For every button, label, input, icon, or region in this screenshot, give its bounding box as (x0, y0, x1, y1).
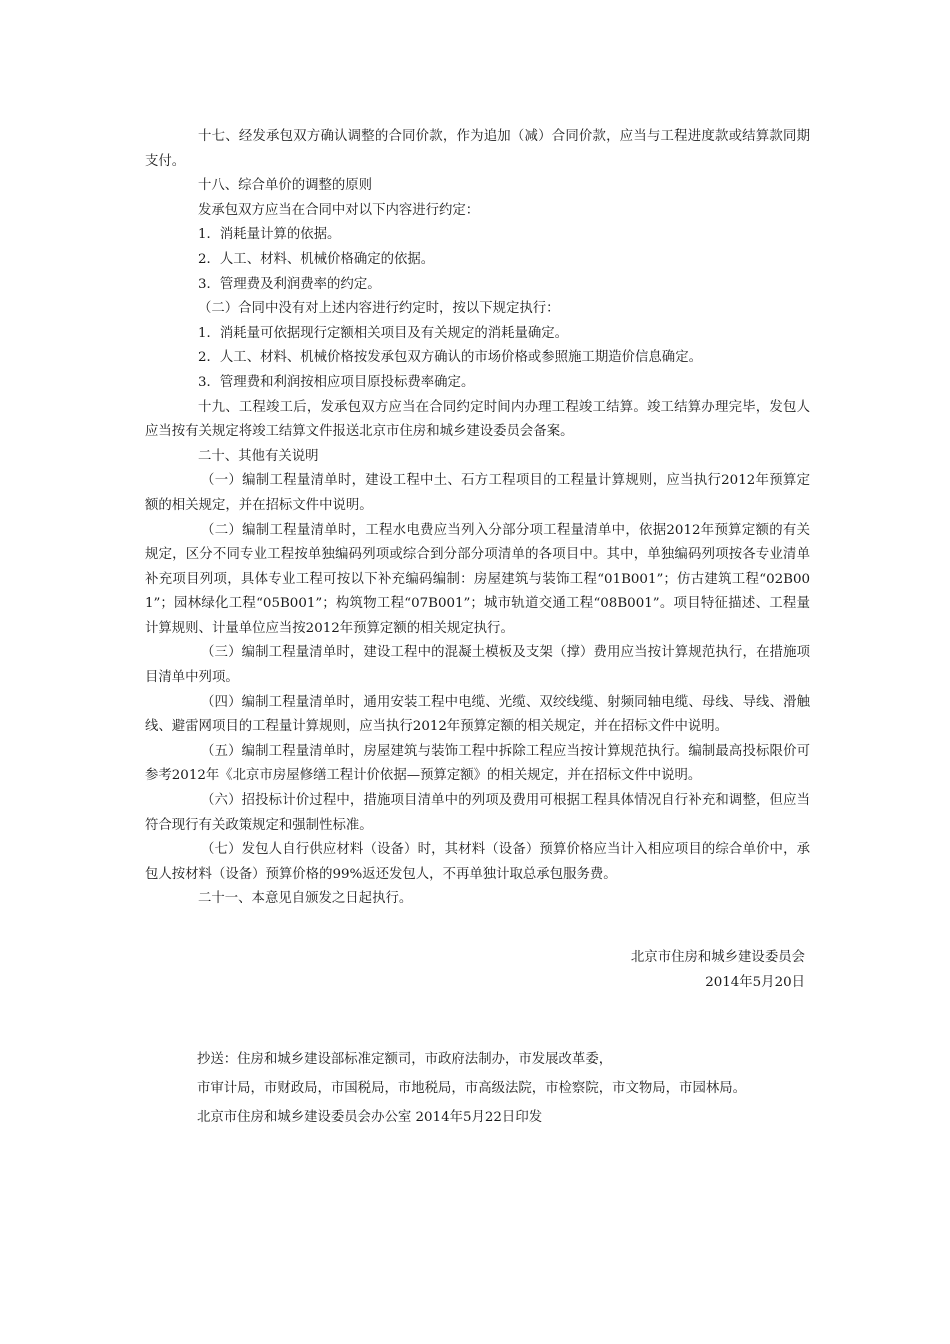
list-item: 1．消耗量计算的依据。 (198, 227, 341, 243)
paragraph-20-3: （三）编制工程量清单时，建设工程中的混凝土模板及支架（撑）费用应当按计算规范执行，在措施项目清单中列项。 (145, 645, 810, 686)
print-info: 北京市住房和城乡建设委员会办公室 2014年5月22日印发 (197, 1110, 543, 1125)
paragraph-19: 十九、工程竣工后，发承包双方应当在合同约定时间内办理工程竣工结算。竣工结算办理完毕，发包人应当按有关规定将竣工结算文件报送北京市住房和城乡建设委员会备案。 (145, 399, 810, 440)
paragraph-18-intro: 发承包双方应当在合同中对以下内容进行约定： (198, 202, 480, 218)
issuer-name: 北京市住房和城乡建设委员会 (630, 950, 805, 965)
paragraph-20-4: （四）编制工程量清单时，通用安装工程中电缆、光缆、双绞线缆、射频同轴电缆、母线、导线、滑触线、避雷网项目的工程量计算规则，应当执行2012年预算定额的相关规定，并在招标文件中说明。 (145, 694, 810, 735)
cc-line-2: 市审计局，市财政局，市国税局，市地税局，市高级法院，市检察院，市文物局，市园林局。 (197, 1081, 747, 1096)
list-item: 2．人工、材料、机械价格按发承包双方确认的市场价格或参照施工期造价信息确定。 (198, 350, 702, 366)
paragraph-20-6: （六）招投标计价过程中，措施项目清单中的列项及费用可根据工程具体情况自行补充和调整，但应当符合现行有关政策规定和强制性标准。 (145, 793, 810, 833)
cc-block (197, 1045, 746, 1132)
paragraph-20-2: （二）编制工程量清单时，工程水电费应当列入分部分项工程量清单中，依据2012年预算定额的有关规定，区分不同专业工程按单独编码列项或综合到分部分项清单的各项目中。其中，单独编码列项按各专业清单补充项目列项，具体专业工程可按以下补充编码编制：房屋建筑与装饰工程“01B001”；仿古建筑工程“02B001”；园林绿化工程“05B001”；构筑物工程“07B001”；城市轨道交通工程“08B001”。项目特征描述、工程量计算规则、计量单位应当按2012年预算定额的相关规定执行。 (145, 522, 810, 636)
paragraph-21: 二十一、本意见自颁发之日起执行。 (198, 891, 413, 907)
list-item: 3．管理费及利润费率的约定。 (198, 276, 381, 292)
heading-20: 二十、其他有关说明 (198, 448, 319, 464)
paragraph-20-1: （一）编制工程量清单时，建设工程中土、石方工程项目的工程量计算规则，应当执行2012年预算定额的相关规定，并在招标文件中说明。 (145, 473, 810, 513)
document-body (145, 125, 810, 912)
list-item: 2．人工、材料、机械价格确定的依据。 (198, 251, 435, 267)
paragraph-20-7: （七）发包人自行供应材料（设备）时，其材料（设备）预算价格应当计入相应项目的综合单价中，承包人按材料（设备）预算价格的99%返还发包人，不再单独计取总承包服务费。 (145, 842, 810, 882)
paragraph-17: 十七、经发承包双方确认调整的合同价款，作为追加（减）合同价款，应当与工程进度款或结算款同期支付。 (145, 129, 810, 169)
paragraph-18-part-2: （二）合同中没有对上述内容进行约定时，按以下规定执行： (198, 301, 560, 317)
list-item: 1．消耗量可依据现行定额相关项目及有关规定的消耗量确定。 (198, 325, 569, 341)
signature-block (631, 946, 805, 995)
issue-date: 2014年5月20日 (705, 974, 805, 990)
cc-line-1: 抄送：住房和城乡建设部标准定额司，市政府法制办，市发展改革委， (197, 1052, 613, 1067)
list-item: 3．管理费和利润按相应项目原投标费率确定。 (198, 374, 475, 390)
paragraph-20-5: （五）编制工程量清单时，房屋建筑与装饰工程中拆除工程应当按计算规范执行。编制最高投标限价可参考2012年《北京市房屋修缮工程计价依据—预算定额》的相关规定，并在招标文件中说明。 (145, 743, 810, 784)
heading-18: 十八、综合单价的调整的原则 (198, 178, 373, 194)
